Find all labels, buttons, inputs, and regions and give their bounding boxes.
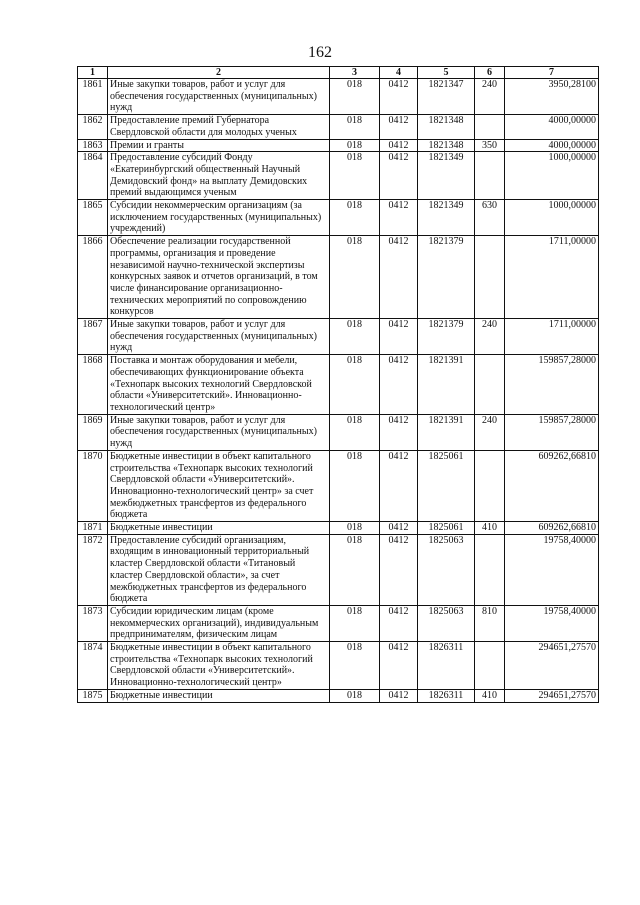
row-amount: 294651,27570 <box>505 689 599 702</box>
row-number: 1866 <box>78 236 108 319</box>
row-amount: 3950,28100 <box>505 79 599 115</box>
row-code-5: 1821349 <box>418 200 475 236</box>
row-amount: 609262,66810 <box>505 522 599 535</box>
row-code-5: 1825063 <box>418 534 475 605</box>
row-code-6: 810 <box>475 605 505 641</box>
row-code-6: 410 <box>475 689 505 702</box>
column-header: 5 <box>418 67 475 79</box>
row-code-5: 1821379 <box>418 236 475 319</box>
row-number: 1871 <box>78 522 108 535</box>
row-code-3: 018 <box>330 79 380 115</box>
table-row <box>78 236 599 319</box>
row-code-4: 0412 <box>380 115 418 139</box>
row-code-6 <box>475 115 505 139</box>
row-code-4: 0412 <box>380 522 418 535</box>
row-number: 1864 <box>78 152 108 200</box>
row-amount: 1000,00000 <box>505 200 599 236</box>
row-code-3: 018 <box>330 605 380 641</box>
row-code-6 <box>475 236 505 319</box>
row-code-5: 1821391 <box>418 355 475 415</box>
row-name: Бюджетные инвестиции <box>108 689 330 702</box>
table-row <box>78 414 599 450</box>
row-code-3: 018 <box>330 236 380 319</box>
column-header: 1 <box>78 67 108 79</box>
row-amount: 1711,00000 <box>505 319 599 355</box>
row-amount: 159857,28000 <box>505 414 599 450</box>
column-header: 4 <box>380 67 418 79</box>
row-number: 1867 <box>78 319 108 355</box>
table-row <box>78 115 599 139</box>
row-code-4: 0412 <box>380 355 418 415</box>
row-code-5: 1821391 <box>418 414 475 450</box>
row-number: 1862 <box>78 115 108 139</box>
row-code-4: 0412 <box>380 200 418 236</box>
row-code-3: 018 <box>330 355 380 415</box>
row-code-4: 0412 <box>380 152 418 200</box>
row-name: Предоставление субсидий Фонду «Екатеринбургский общественный Научный Демидовский фонд» на выплату Демидовских премий выдающимся ученым <box>108 152 330 200</box>
row-amount: 1711,00000 <box>505 236 599 319</box>
row-number: 1875 <box>78 689 108 702</box>
row-name: Премии и гранты <box>108 139 330 152</box>
row-amount: 1000,00000 <box>505 152 599 200</box>
row-code-3: 018 <box>330 115 380 139</box>
row-number: 1870 <box>78 450 108 521</box>
row-code-4: 0412 <box>380 79 418 115</box>
row-amount: 159857,28000 <box>505 355 599 415</box>
row-amount: 4000,00000 <box>505 115 599 139</box>
column-header: 6 <box>475 67 505 79</box>
row-code-3: 018 <box>330 450 380 521</box>
row-code-4: 0412 <box>380 642 418 690</box>
row-code-6 <box>475 534 505 605</box>
row-name: Субсидии юридическим лицам (кроме некоммерческих организаций), индивидуальным предпринимателям, физическим лицам <box>108 605 330 641</box>
table-row <box>78 642 599 690</box>
row-code-6: 350 <box>475 139 505 152</box>
row-code-4: 0412 <box>380 534 418 605</box>
row-code-6: 410 <box>475 522 505 535</box>
row-code-5: 1825061 <box>418 450 475 521</box>
row-code-5: 1821348 <box>418 139 475 152</box>
column-header: 3 <box>330 67 380 79</box>
row-number: 1865 <box>78 200 108 236</box>
row-code-3: 018 <box>330 152 380 200</box>
row-code-6: 240 <box>475 414 505 450</box>
row-name: Бюджетные инвестиции <box>108 522 330 535</box>
row-number: 1861 <box>78 79 108 115</box>
budget-table <box>77 66 599 703</box>
row-code-6: 240 <box>475 319 505 355</box>
row-code-3: 018 <box>330 319 380 355</box>
row-number: 1869 <box>78 414 108 450</box>
row-code-6 <box>475 355 505 415</box>
table-row <box>78 689 599 702</box>
row-code-4: 0412 <box>380 139 418 152</box>
row-name: Иные закупки товаров, работ и услуг для обеспечения государственных (муниципальных) нужд <box>108 414 330 450</box>
row-code-3: 018 <box>330 534 380 605</box>
row-name: Предоставление премий Губернатора Свердловской области для молодых ученых <box>108 115 330 139</box>
row-number: 1874 <box>78 642 108 690</box>
row-code-3: 018 <box>330 522 380 535</box>
row-amount: 294651,27570 <box>505 642 599 690</box>
row-code-4: 0412 <box>380 414 418 450</box>
header-row <box>78 67 599 79</box>
table-row <box>78 200 599 236</box>
row-code-6 <box>475 152 505 200</box>
table-row <box>78 152 599 200</box>
row-name: Бюджетные инвестиции в объект капитального строительства «Технопарк высоких технологий Свердловской области «Университетский». Инновационно-технологический центр» <box>108 642 330 690</box>
row-code-4: 0412 <box>380 319 418 355</box>
row-code-4: 0412 <box>380 605 418 641</box>
row-code-4: 0412 <box>380 689 418 702</box>
row-name: Иные закупки товаров, работ и услуг для обеспечения государственных (муниципальных) нужд <box>108 79 330 115</box>
column-header: 2 <box>108 67 330 79</box>
row-code-3: 018 <box>330 139 380 152</box>
row-code-5: 1821347 <box>418 79 475 115</box>
row-code-5: 1826311 <box>418 642 475 690</box>
table-row <box>78 79 599 115</box>
table-row <box>78 139 599 152</box>
row-number: 1872 <box>78 534 108 605</box>
page-number: 162 <box>308 44 332 61</box>
row-amount: 19758,40000 <box>505 534 599 605</box>
row-code-5: 1825063 <box>418 605 475 641</box>
row-code-5: 1826311 <box>418 689 475 702</box>
row-code-3: 018 <box>330 689 380 702</box>
row-name: Обеспечение реализации государственной программы, организация и проведение независимой научно-технической экспертизы конкурсных заявок и отчетов организаций, в том числе финансирование организационно-технических мероприятий по сопровождению конкурсов <box>108 236 330 319</box>
row-code-3: 018 <box>330 414 380 450</box>
row-code-3: 018 <box>330 200 380 236</box>
table-row <box>78 319 599 355</box>
row-name: Поставка и монтаж оборудования и мебели, обеспечивающих функционирование объекта «Технопарк высоких технологий Свердловской области «Университетский». Инновационно-технологический центр» <box>108 355 330 415</box>
row-number: 1863 <box>78 139 108 152</box>
row-number: 1873 <box>78 605 108 641</box>
table-row <box>78 534 599 605</box>
row-name: Предоставление субсидий организациям, входящим в инновационный территориальный кластер Свердловской области «Титановый кластер Свердловской области», за счет межбюджетных трансфертов из федерального бюджета <box>108 534 330 605</box>
row-code-6 <box>475 450 505 521</box>
row-code-5: 1821348 <box>418 115 475 139</box>
row-code-4: 0412 <box>380 236 418 319</box>
table-row <box>78 605 599 641</box>
row-name: Субсидии некоммерческим организациям (за исключением государственных (муниципальных) учреждений) <box>108 200 330 236</box>
table-row <box>78 522 599 535</box>
row-code-6: 630 <box>475 200 505 236</box>
row-amount: 609262,66810 <box>505 450 599 521</box>
row-code-3: 018 <box>330 642 380 690</box>
row-number: 1868 <box>78 355 108 415</box>
column-header: 7 <box>505 67 599 79</box>
row-code-5: 1821379 <box>418 319 475 355</box>
row-name: Иные закупки товаров, работ и услуг для обеспечения государственных (муниципальных) нужд <box>108 319 330 355</box>
row-code-6: 240 <box>475 79 505 115</box>
table-row <box>78 355 599 415</box>
row-code-4: 0412 <box>380 450 418 521</box>
row-code-6 <box>475 642 505 690</box>
row-amount: 19758,40000 <box>505 605 599 641</box>
table-row <box>78 450 599 521</box>
row-code-5: 1825061 <box>418 522 475 535</box>
row-code-5: 1821349 <box>418 152 475 200</box>
row-amount: 4000,00000 <box>505 139 599 152</box>
row-name: Бюджетные инвестиции в объект капитального строительства «Технопарк высоких технологий Свердловской области «Университетский». Инновационно-технологический центр» за счет межбюджетных трансфертов из федерального бюджета <box>108 450 330 521</box>
